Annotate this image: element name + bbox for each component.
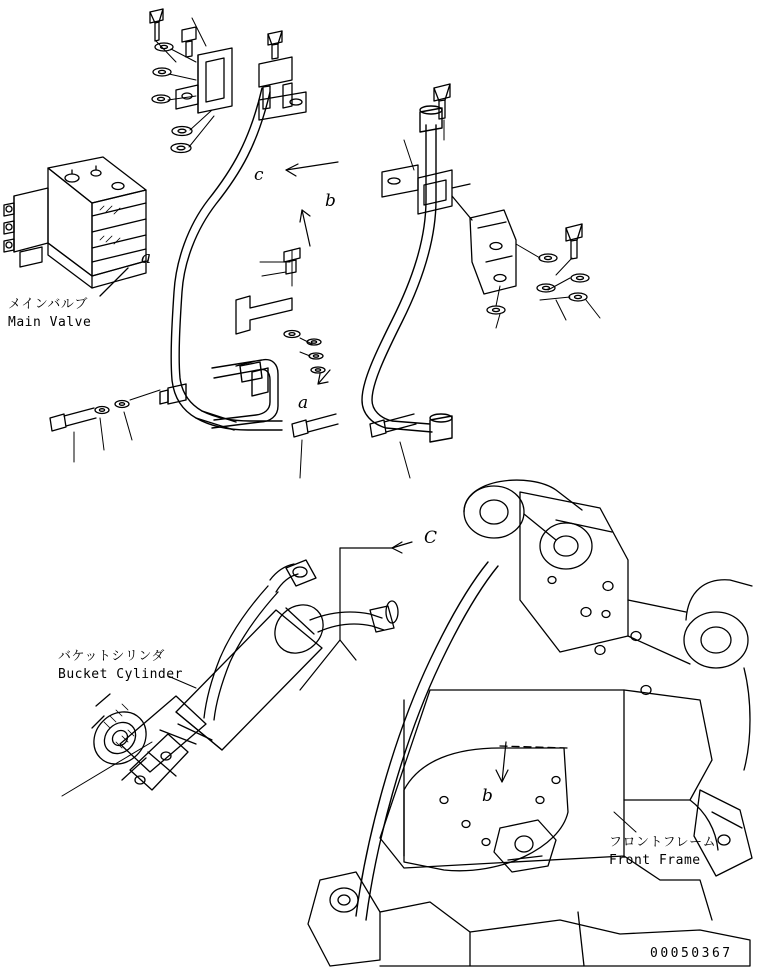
mount-bracket-right: [452, 196, 516, 294]
label-main-valve-en: Main Valve: [8, 315, 92, 330]
main-valve-assembly: [4, 157, 146, 288]
hardware-right-group: [487, 224, 600, 328]
hydraulic-tube-right: [362, 106, 452, 442]
label-bucket-cylinder-en: Bucket Cylinder: [58, 667, 183, 682]
callout-c-upper: c: [254, 165, 264, 185]
upper-left-bracket: [176, 48, 232, 113]
label-main-valve-jp: メインバルブ: [8, 297, 88, 312]
front-frame-assembly: [308, 480, 752, 966]
label-front-frame-en: Front Frame: [609, 853, 701, 868]
pin-and-spacer-group: [236, 248, 325, 373]
callout-c-cylinder: C: [424, 528, 438, 548]
label-front-frame-jp: フロントフレーム: [609, 835, 717, 850]
leader-front-frame: [614, 812, 636, 832]
callout-a-upper: a: [141, 248, 152, 268]
bolt-upper-left-1: [150, 9, 163, 41]
leader-arrow-c-cylinder: [300, 542, 412, 690]
callout-a-lower: a: [298, 393, 309, 413]
callout-b-frame: b: [482, 786, 493, 806]
hydraulic-tube-left: [160, 88, 282, 430]
label-bucket-cylinder-jp: バケットシリンダ: [58, 649, 165, 664]
drawing-number: 00050367: [650, 946, 733, 961]
bolt-upper-left-2: [182, 27, 196, 57]
bolts-lower-center: [292, 414, 416, 478]
callout-b-upper: b: [325, 191, 336, 211]
bolt-lower-left-1: [50, 390, 160, 462]
